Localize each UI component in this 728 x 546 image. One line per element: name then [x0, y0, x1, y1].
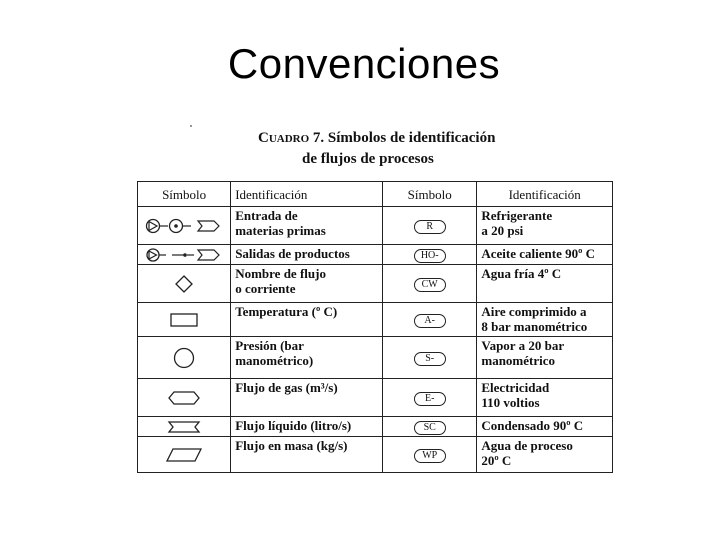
table-row — [138, 207, 613, 245]
ident-line: materias primas — [235, 223, 326, 238]
symbol-cell — [138, 337, 231, 379]
ident-line: Salidas de productos — [235, 246, 350, 261]
ident-line: manométrico) — [235, 353, 314, 368]
identification-cell — [477, 437, 613, 473]
header-identification-right: Identificación — [477, 182, 613, 207]
ident-line: Nombre de flujo — [235, 266, 326, 281]
code-cell — [383, 417, 477, 437]
notched-rectangle-icon — [167, 420, 201, 434]
ident-line: Flujo en masa (kg/s) — [235, 438, 348, 453]
identification-cell — [231, 303, 383, 337]
ident-line: manométrico — [481, 353, 556, 368]
flow-code-badge: HO- — [414, 249, 446, 263]
code-cell — [383, 245, 477, 265]
ident-line: Temperatura (º C) — [235, 304, 338, 319]
table-row — [138, 265, 613, 303]
table-row — [138, 379, 613, 417]
symbol-cell — [138, 303, 231, 337]
identification-cell — [231, 245, 383, 265]
symbol-cell — [138, 417, 231, 437]
symbol-cell — [138, 245, 231, 265]
ident-line: Flujo líquido (litro/s) — [235, 418, 352, 433]
rectangle-icon — [169, 311, 199, 329]
ident-line: a 20 psi — [481, 223, 524, 238]
flow-code-badge: WP — [414, 449, 446, 463]
ident-line: Presión (bar — [235, 338, 304, 353]
flow-code-badge: CW — [414, 278, 446, 292]
identification-cell — [231, 437, 383, 473]
symbol-cell — [138, 437, 231, 473]
diamond-icon — [172, 274, 196, 294]
parallelogram-icon — [165, 447, 203, 463]
table-row — [138, 245, 613, 265]
code-cell — [383, 337, 477, 379]
entrada-symbols-icon — [144, 218, 224, 234]
identification-cell — [231, 337, 383, 379]
ident-line: Aceite caliente 90º C — [481, 246, 596, 261]
identification-cell — [231, 417, 383, 437]
ident-line: 8 bar manométrico — [481, 319, 588, 334]
caption-number: 7. — [312, 130, 325, 146]
slide-title: Convenciones — [227, 40, 501, 87]
identification-cell — [477, 265, 613, 303]
caption-line-2: de flujos de procesos — [302, 151, 434, 167]
identification-cell — [477, 207, 613, 245]
code-cell — [383, 437, 477, 473]
ident-line: Refrigerante — [481, 208, 553, 223]
symbol-cell — [138, 265, 231, 303]
ident-line: Entrada de — [235, 208, 298, 223]
caption-prefix: Cuadro — [258, 130, 310, 146]
flow-code-badge: SC — [414, 421, 446, 435]
salida-symbols-icon — [144, 248, 224, 262]
symbol-cell — [138, 379, 231, 417]
table-row — [138, 337, 613, 379]
header-identification-left: Identificación — [231, 182, 383, 207]
code-cell — [383, 379, 477, 417]
table-caption — [258, 128, 498, 170]
ident-line: 110 voltios — [481, 395, 540, 410]
table-row — [138, 303, 613, 337]
flow-code-badge: A- — [414, 314, 446, 328]
hexagon-icon — [167, 390, 201, 406]
symbol-cell — [138, 207, 231, 245]
flow-code-badge: E- — [414, 392, 446, 406]
ident-line: Agua de proceso — [481, 438, 573, 453]
code-cell — [383, 303, 477, 337]
header-row — [138, 182, 613, 207]
identification-cell — [477, 337, 613, 379]
caption-title: Símbolos de identificación — [327, 130, 496, 146]
identification-cell — [477, 245, 613, 265]
flow-code-badge: S- — [414, 352, 446, 366]
ident-line: 20º C — [481, 453, 512, 468]
identification-cell — [231, 265, 383, 303]
ident-line: Agua fría 4º C — [481, 266, 562, 281]
ident-line: Aire comprimido a — [481, 304, 587, 319]
ident-line: Flujo de gas (m³/s) — [235, 380, 338, 395]
table-row — [138, 437, 613, 473]
circle-icon — [171, 346, 197, 370]
code-cell — [383, 265, 477, 303]
ident-line: Electricidad — [481, 380, 550, 395]
symbols-table — [137, 181, 613, 473]
header-symbol-right: Símbolo — [383, 182, 477, 207]
flow-code-badge: R — [414, 220, 446, 234]
identification-cell — [477, 417, 613, 437]
identification-cell — [477, 303, 613, 337]
ident-line: Condensado 90º C — [481, 418, 584, 433]
code-cell — [383, 207, 477, 245]
caption-line-1 — [258, 128, 498, 149]
identification-cell — [477, 379, 613, 417]
header-symbol-left: Símbolo — [138, 182, 231, 207]
table-row — [138, 417, 613, 437]
scan-speck — [190, 125, 192, 127]
identification-cell — [231, 207, 383, 245]
ident-line: o corriente — [235, 281, 296, 296]
ident-line: Vapor a 20 bar — [481, 338, 565, 353]
identification-cell — [231, 379, 383, 417]
